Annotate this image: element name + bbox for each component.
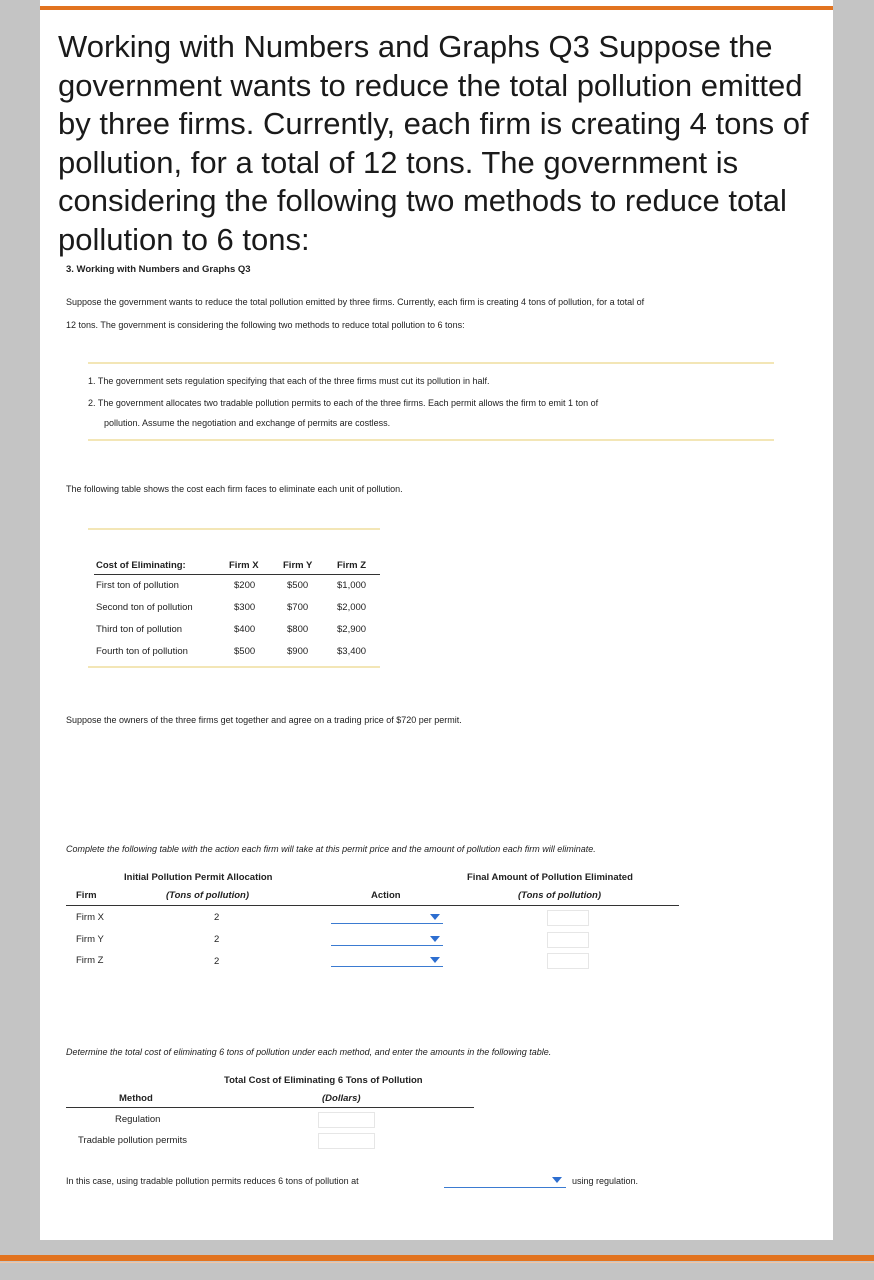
conclusion-dropdown[interactable] [444, 1187, 566, 1188]
col-final-subheader: (Tons of pollution) [518, 890, 602, 901]
complete-instruction: Complete the following table with the action each firm will take at this permit price and the amount of pollution each firm will eliminate. [66, 844, 596, 854]
regulation-cost-input[interactable] [318, 1112, 375, 1128]
trading-price-text: Suppose the owners of the three firms get together and agree on a trading price of $720 per permit. [66, 715, 462, 725]
cost-row-label: First ton of pollution [96, 580, 179, 591]
method-regulation: Regulation [115, 1114, 161, 1125]
chevron-down-icon[interactable] [430, 914, 440, 920]
cost-header-firm-y: Firm Y [283, 560, 313, 571]
firm-label: Firm X [76, 912, 104, 923]
final-amount-input-firm-y[interactable] [547, 932, 589, 948]
cost-cell: $500 [234, 646, 256, 657]
col-action-header: Action [371, 890, 401, 901]
cost-cell: $700 [287, 602, 309, 613]
method-tradable-permits: Tradable pollution permits [78, 1135, 187, 1146]
col-initial-subheader: (Tons of pollution) [166, 890, 250, 901]
cost-cell: $500 [287, 580, 309, 591]
cost-cell: $800 [287, 624, 309, 635]
top-accent-bar [40, 6, 833, 10]
method-1: 1. The government sets regulation specifying that each of the three firms must cut its pollution in half. [88, 376, 490, 386]
table-rule [66, 1107, 474, 1108]
firm-label: Firm Y [76, 934, 104, 945]
cost-cell: $3,400 [337, 646, 367, 657]
allocation-value: 2 [214, 934, 220, 945]
cost-header-firm-x: Firm X [229, 560, 259, 571]
action-dropdown-firm-x[interactable] [331, 923, 443, 924]
cost-cell: $300 [234, 602, 256, 613]
cost-cell: $400 [234, 624, 256, 635]
total-cost-subheader: (Dollars) [322, 1093, 361, 1104]
cost-cell: $900 [287, 646, 309, 657]
firm-label: Firm Z [76, 955, 104, 966]
action-dropdown-firm-y[interactable] [331, 945, 443, 946]
cost-cell: $200 [234, 580, 256, 591]
conclusion-suffix: using regulation. [572, 1176, 639, 1186]
table-rule [94, 574, 380, 575]
allocation-value: 2 [214, 956, 220, 967]
method-header: Method [119, 1093, 153, 1104]
section-title: 3. Working with Numbers and Graphs Q3 [66, 264, 251, 275]
final-amount-input-firm-x[interactable] [547, 910, 589, 926]
bottom-accent-bar [0, 1255, 874, 1261]
chevron-down-icon[interactable] [430, 936, 440, 942]
table-rule [66, 905, 679, 906]
col-initial-header: Initial Pollution Permit Allocation [124, 872, 273, 883]
determine-instruction: Determine the total cost of eliminating 6 tons of pollution under each method, and enter the amounts in the following table. [66, 1047, 552, 1057]
cost-row-label: Second ton of pollution [96, 602, 193, 613]
total-cost-header: Total Cost of Eliminating 6 Tons of Pollution [224, 1075, 423, 1086]
allocation-value: 2 [214, 912, 220, 923]
divider [88, 666, 380, 668]
cost-cell: $1,000 [337, 580, 367, 591]
intro-line-2: 12 tons. The government is considering the following two methods to reduce total pollution to 6 tons: [66, 320, 465, 330]
cost-row-label: Third ton of pollution [96, 624, 183, 635]
bottom-accent-line [0, 1262, 874, 1263]
chevron-down-icon[interactable] [430, 957, 440, 963]
cost-cell: $2,900 [337, 624, 367, 635]
question-headline: Working with Numbers and Graphs Q3 Suppose the government wants to reduce the total pollution emitted by three firms. Currently, each firm is creating 4 tons of pollution, for a total of 12 tons. The government is considering the following two methods to reduce total pollution to 6 tons: [58, 29, 809, 257]
method-2-line-2: pollution. Assume the negotiation and exchange of permits are costless. [104, 418, 391, 428]
final-amount-input-firm-z[interactable] [547, 953, 589, 969]
intro-line-1: Suppose the government wants to reduce the total pollution emitted by three firms. Currently, each firm is creating 4 tons of pollution, for a total of [66, 297, 645, 307]
cost-table-intro: The following table shows the cost each firm faces to eliminate each unit of pollution. [66, 484, 403, 494]
cost-row-label: Fourth ton of pollution [96, 646, 188, 657]
cost-header-firm-z: Firm Z [337, 560, 367, 571]
cost-cell: $2,000 [337, 602, 367, 613]
permits-cost-input[interactable] [318, 1133, 375, 1149]
divider [88, 528, 380, 530]
col-final-header: Final Amount of Pollution Eliminated [467, 872, 633, 883]
action-dropdown-firm-z[interactable] [331, 966, 443, 967]
col-firm-header: Firm [76, 890, 97, 901]
conclusion-prefix: In this case, using tradable pollution permits reduces 6 tons of pollution at [66, 1176, 359, 1186]
method-2-line-1: 2. The government allocates two tradable pollution permits to each of the three firms. Each permit allows the firm to emit 1 ton of [88, 398, 599, 408]
cost-header-label: Cost of Eliminating: [96, 560, 186, 571]
divider [88, 362, 774, 364]
chevron-down-icon[interactable] [552, 1177, 562, 1183]
divider [88, 439, 774, 441]
